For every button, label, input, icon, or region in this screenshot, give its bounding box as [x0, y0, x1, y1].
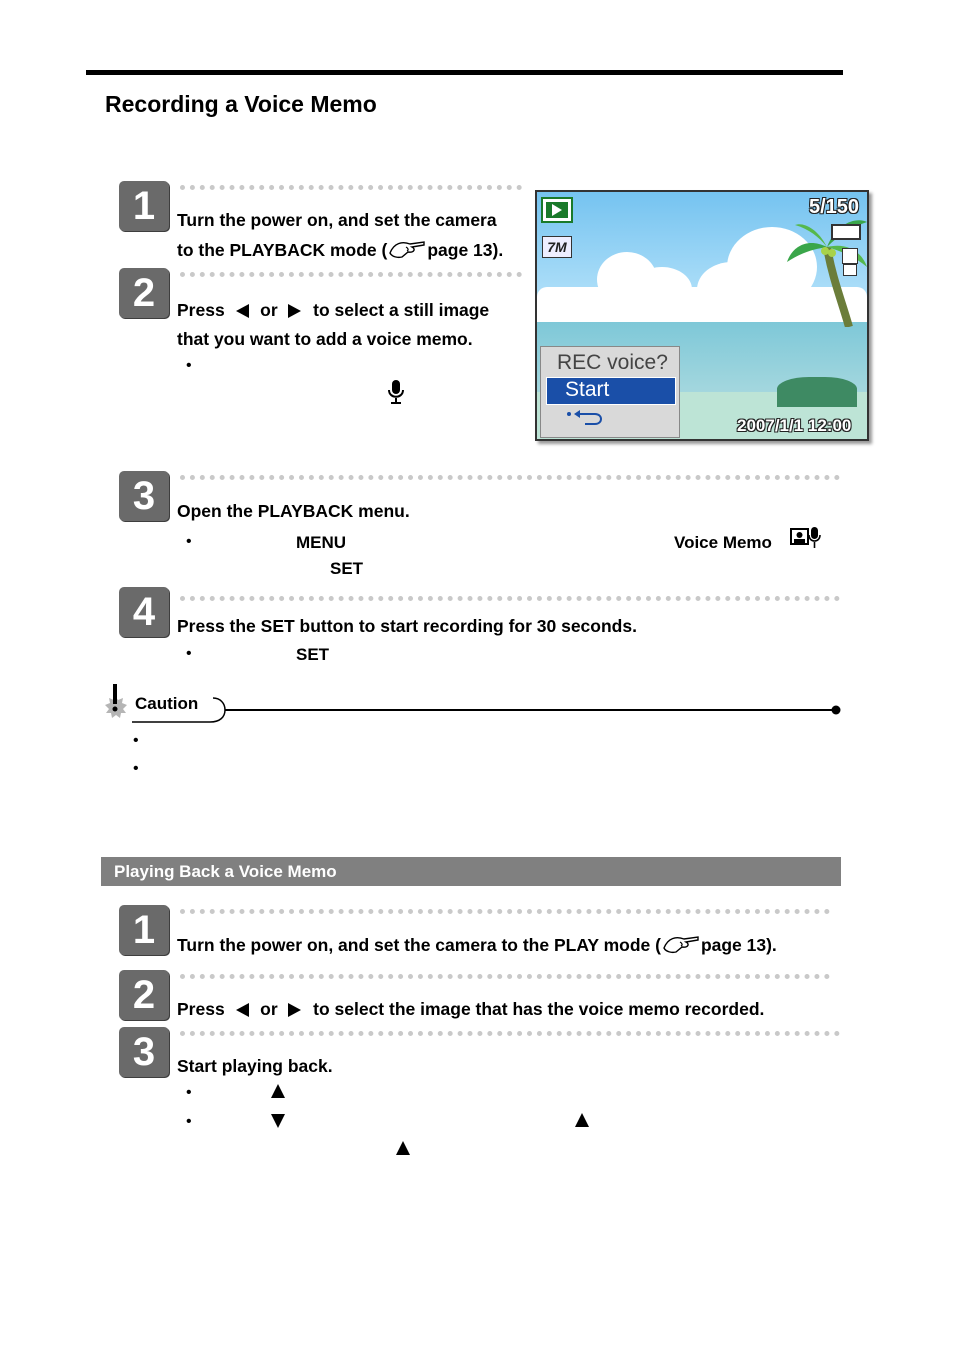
- datetime-stamp: 2007/1/1 12:00: [737, 416, 852, 435]
- play-step-1-a: Turn the power on, and set the camera to the PLAY mode (: [177, 935, 661, 955]
- press-label: Press: [177, 300, 225, 320]
- up-arrow-icon: [574, 1112, 590, 1128]
- step-2-line-1: [177, 300, 489, 321]
- battery-icon: [831, 224, 861, 240]
- step-2-badge: 2: [119, 268, 169, 318]
- playback-mode-icon: [541, 197, 573, 223]
- section-header: [101, 857, 841, 886]
- step-divider: [180, 1031, 840, 1036]
- play-step-1-badge: 1: [119, 905, 169, 955]
- page-ref-icon: [662, 934, 700, 954]
- play-step-2-rest: to select the image that has the voice memo recorded.: [313, 999, 765, 1019]
- play-step-1-text: [177, 934, 777, 956]
- step-divider: [180, 909, 830, 914]
- start-option[interactable]: [546, 377, 676, 405]
- set-keyword: SET: [296, 645, 330, 664]
- step-divider: [180, 185, 522, 190]
- step-1-line-2-a: to the PLAYBACK mode (: [177, 240, 388, 260]
- rec-voice-dialog: [540, 346, 680, 438]
- microphone-icon: [387, 379, 405, 405]
- section-title: Playing Back a Voice Memo: [114, 862, 337, 881]
- step-4-text: Press the SET button to start recording for 30 seconds.: [177, 616, 637, 636]
- caution-icon: [100, 682, 132, 722]
- right-arrow-icon: [287, 303, 303, 319]
- right-arrow-icon: [287, 1002, 303, 1018]
- play-step-2-badge: 2: [119, 970, 169, 1020]
- step-1-line-2: [177, 239, 503, 261]
- resolution-badge: 7M: [542, 236, 572, 258]
- protect-icon: [842, 248, 858, 264]
- dpof-icon: [843, 264, 857, 276]
- step-3-badge: 3: [119, 471, 169, 521]
- step-4-badge: 4: [119, 587, 169, 637]
- step-2-rest: to select a still image: [313, 300, 490, 320]
- play-step-3-badge: 3: [119, 1027, 169, 1077]
- step-divider: [180, 596, 840, 601]
- step-divider: [180, 272, 522, 277]
- caution-label: Caution: [135, 694, 199, 713]
- step-1-line-1: Turn the power on, and set the camera: [177, 210, 497, 230]
- bullet: •: [186, 645, 192, 662]
- return-icon[interactable]: [565, 409, 605, 427]
- or-label: or: [260, 999, 278, 1019]
- set-keyword: SET: [330, 559, 364, 578]
- image-counter: 5/150: [809, 196, 860, 218]
- camera-lcd-screen: [535, 190, 869, 441]
- bullet: •: [133, 732, 139, 749]
- island: [777, 377, 857, 407]
- step-1-line-2-b: page 13).: [427, 240, 504, 260]
- caution-rule: [130, 695, 844, 725]
- menu-keyword: MENU: [296, 533, 347, 552]
- play-step-2-text: [177, 999, 764, 1020]
- step-1-badge: 1: [119, 181, 169, 231]
- play-step-3-text: Start playing back.: [177, 1056, 333, 1076]
- page-ref-icon: [388, 239, 426, 259]
- step-3-text: Open the PLAYBACK menu.: [177, 501, 410, 521]
- step-2-line-2: that you want to add a voice memo.: [177, 329, 473, 349]
- bullet: •: [186, 357, 192, 374]
- voice-memo-icon: [790, 526, 822, 550]
- bullet: •: [133, 760, 139, 777]
- bullet: •: [186, 1113, 192, 1130]
- page-title: Recording a Voice Memo: [105, 91, 377, 117]
- start-option-label: Start: [565, 378, 610, 401]
- or-label: or: [260, 300, 278, 320]
- bullet: •: [186, 1084, 192, 1101]
- step-divider: [180, 475, 840, 480]
- left-arrow-icon: [234, 303, 250, 319]
- play-step-1-b: page 13).: [700, 935, 777, 955]
- top-rule: [86, 70, 843, 75]
- down-arrow-icon: [270, 1113, 286, 1129]
- left-arrow-icon: [234, 1002, 250, 1018]
- press-label: Press: [177, 999, 225, 1019]
- up-arrow-icon: [270, 1083, 286, 1099]
- bullet: •: [186, 533, 192, 550]
- rec-voice-title: REC voice?: [557, 351, 668, 374]
- step-divider: [180, 974, 830, 979]
- up-arrow-icon: [395, 1140, 411, 1156]
- voice-memo-keyword: Voice Memo: [674, 533, 772, 552]
